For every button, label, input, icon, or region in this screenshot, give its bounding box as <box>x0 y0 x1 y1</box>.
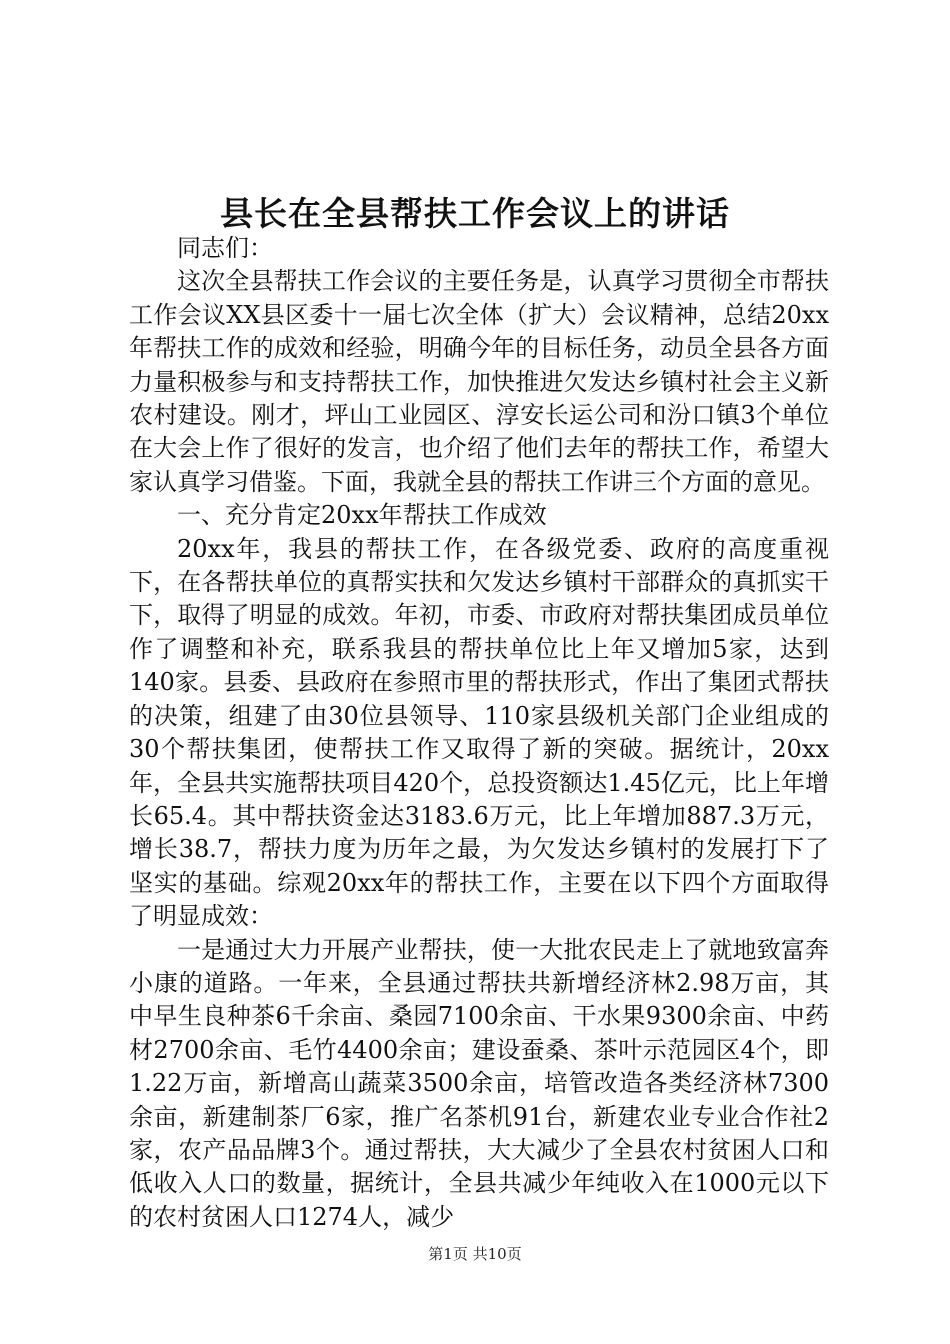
document-title: 县长在全县帮扶工作会议上的讲话 <box>220 194 730 233</box>
section-heading: 一、充分肯定20xx年帮扶工作成效 <box>177 501 547 530</box>
body-paragraph: 一是通过大力开展产业帮扶，使一大批农民走上了就地致富奔小康的道路。一年来，全县通过帮扶共新增经济林2.98万亩，其中早生良种茶6千余亩、桑园7100余亩、干水果9300余亩、中药材2700余亩、毛竹4400余亩；建设蚕桑、茶叶示范园区4个，即1.22万亩，新增高山蔬菜3500余亩，培管改造各类经济林7300余亩，新建制茶厂6家，推广名茶机91台，新建农业专业合作社2家，农产品品牌3个。通过帮扶，大大减少了全县农村贫困人口和低收入人口的数量，据统计，全县共减少年纯收入在1000元以下的农村贫困人口1274人，减少 <box>129 935 829 1231</box>
page-number-footer: 第1页 共10页 <box>428 1245 522 1263</box>
salutation-paragraph: 同志们： <box>177 234 273 262</box>
intro-paragraph: 这次全县帮扶工作会议的主要任务是，认真学习贯彻全市帮扶工作会议XX县区委十一届七次全体（扩大）会议精神，总结20xx年帮扶工作的成效和经验，明确今年的目标任务，动员全县各方面力量积极参与和支持帮扶工作，加快推进欠发达乡镇村社会主义新农村建设。刚才，坪山工业园区、淳安长运公司和汾口镇3个单位在大会上作了很好的发言，也介绍了他们去年的帮扶工作，希望大家认真学习借鉴。下面，我就全县的帮扶工作讲三个方面的意见。 <box>129 267 829 496</box>
document-body <box>129 232 829 1234</box>
body-paragraph: 20xx年，我县的帮扶工作，在各级党委、政府的高度重视下，在各帮扶单位的真帮实扶和欠发达乡镇村干部群众的真抓实干下，取得了明显的成效。年初，市委、市政府对帮扶集团成员单位作了调整和补充，联系我县的帮扶单位比上年又增加5家，达到140家。县委、县政府在参照市里的帮扶形式，作出了集团式帮扶的决策，组建了由30位县领导、110家县级机关部门企业组成的30个帮扶集团，使帮扶工作又取得了新的突破。据统计，20xx年，全县共实施帮扶项目420个，总投资额达1.45亿元，比上年增长65.4。其中帮扶资金达3183.6万元，比上年增加887.3万元，增长38.7，帮扶力度为历年之最，为欠发达乡镇村的发展打下了坚实的基础。综观20xx年的帮扶工作，主要在以下四个方面取得了明显成效： <box>129 534 829 931</box>
